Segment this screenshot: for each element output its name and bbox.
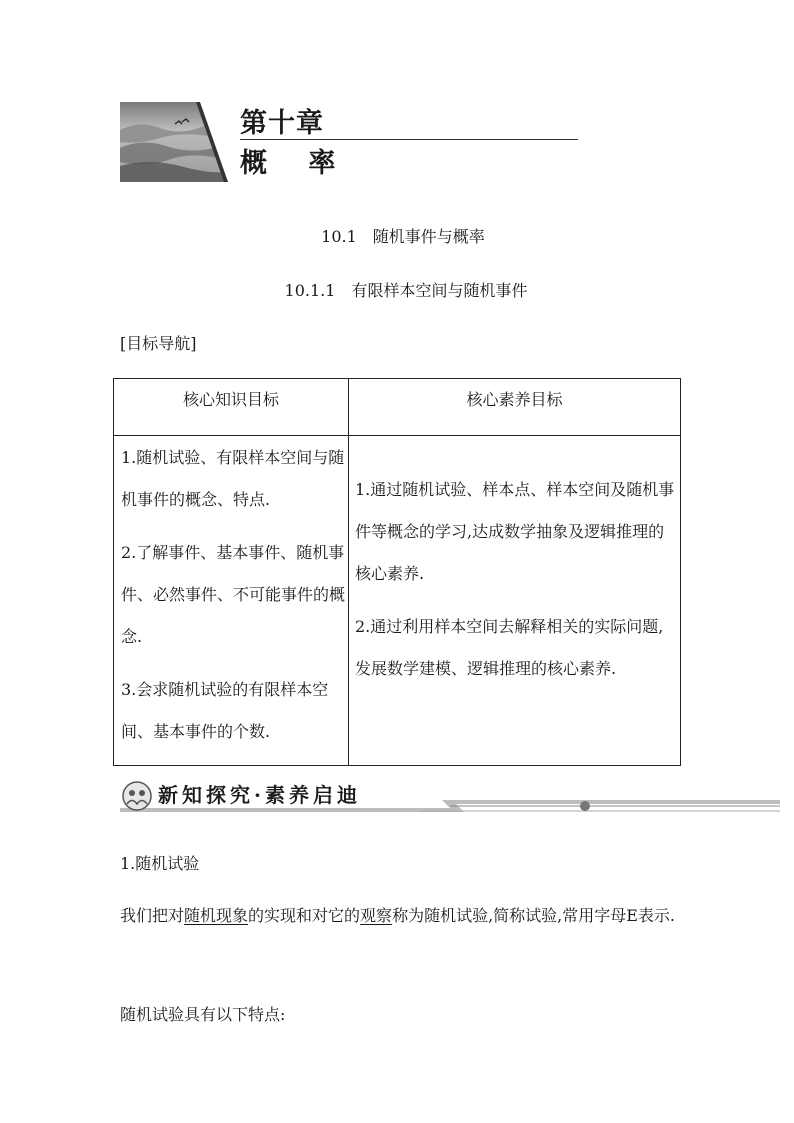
underlined-term-random-phenomenon: 随机现象 <box>184 906 249 925</box>
table-header-divider <box>114 435 680 436</box>
underlined-term-observation: 观察 <box>360 906 393 925</box>
chapter-number: 第十章 <box>240 108 324 139</box>
literacy-goals-cell <box>355 469 677 690</box>
table-header-literacy: 核心素养目标 <box>466 390 563 409</box>
chapter-divider <box>240 139 578 140</box>
section-banner-title: 新知探究·素养启迪 <box>158 783 361 807</box>
item-heading: 1.随机试验 <box>120 854 200 873</box>
features-intro-paragraph: 随机试验具有以下特点: <box>120 1005 286 1024</box>
knowledge-goal-item: 3.会求随机试验的有限样本空间、基本事件的个数. <box>121 680 329 741</box>
paragraph-text: 我们把对 <box>120 906 185 925</box>
knowledge-goal-item: 2.了解事件、基本事件、随机事件、必然事件、不可能事件的概念. <box>121 543 346 646</box>
literacy-goal-item: 2.通过利用样本空间去解释相关的实际问题,发展数学建模、逻辑推理的核心素养. <box>355 617 664 678</box>
chapter-title: 概 率 <box>240 148 352 179</box>
goal-navigation-label: [目标导航] <box>120 334 197 353</box>
knowledge-goal-item: 1.随机试验、有限样本空间与随机事件的概念、特点. <box>121 448 345 509</box>
paragraph-text: 称为随机试验,简称试验,常用字母E表示. <box>392 906 676 925</box>
chapter-landscape-banner <box>120 102 228 182</box>
literacy-goal-item: 1.通过随机试验、样本点、样本空间及随机事件等概念的学习,达成数学抽象及逻辑推理的核心素养. <box>355 480 675 583</box>
definition-paragraph <box>120 894 680 938</box>
subsection-title: 10.1.1 有限样本空间与随机事件 <box>284 281 528 300</box>
paragraph-text: 的实现和对它的 <box>248 906 361 925</box>
table-column-divider <box>348 379 349 765</box>
table-header-knowledge: 核心知识目标 <box>182 390 279 409</box>
section-title: 10.1 随机事件与概率 <box>321 227 485 246</box>
goal-table <box>113 378 681 766</box>
knowledge-goals-cell <box>121 437 345 753</box>
